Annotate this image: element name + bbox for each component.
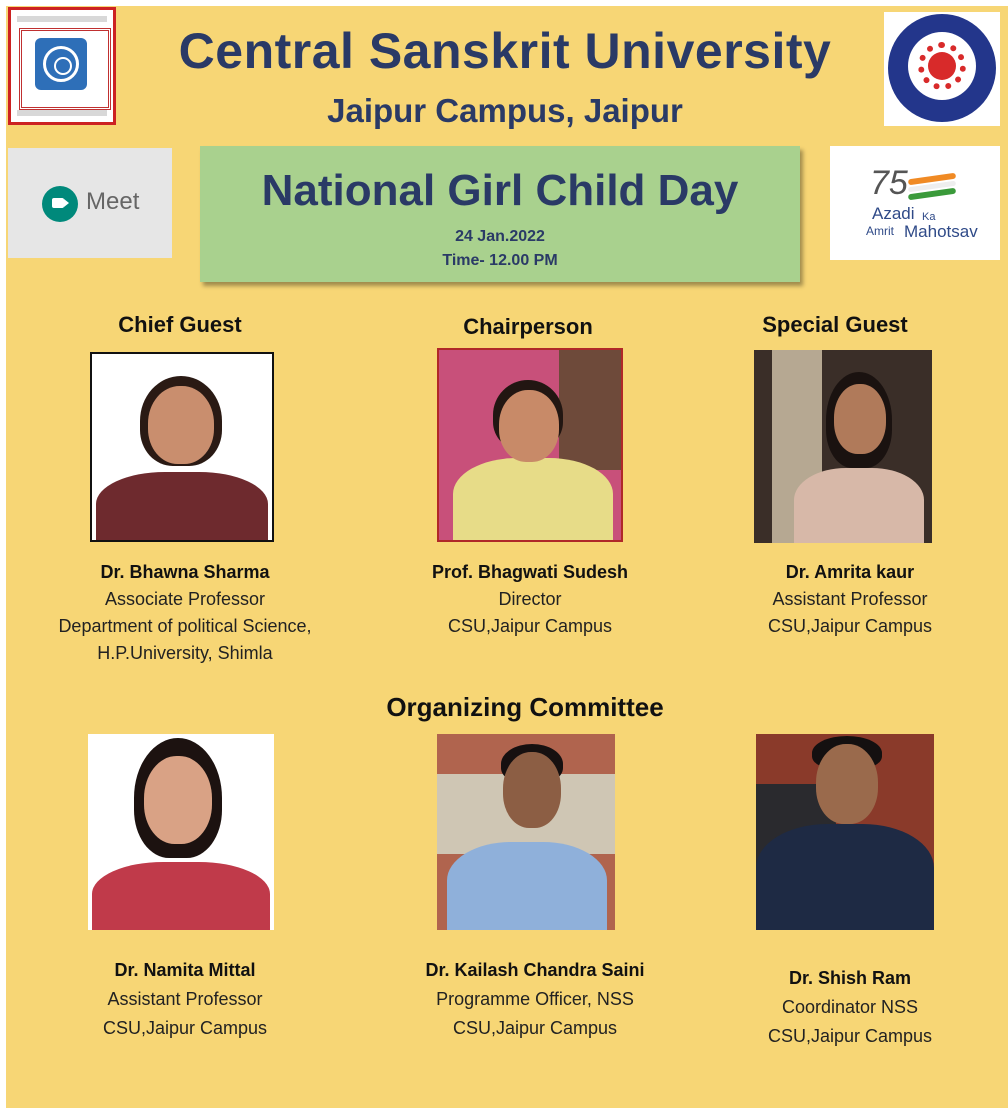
guest-name: Dr. Amrita kaur: [785, 562, 915, 582]
google-meet-logo: [8, 148, 172, 258]
committee-name: Dr. Namita Mittal: [114, 960, 256, 980]
photo-chief-guest: [90, 352, 274, 542]
committee-card-3: Dr. Shish Ram Coordinator NSS CSU,Jaipur Campus: [740, 968, 960, 1047]
left-border: [0, 0, 6, 1108]
role-chairperson: Chairperson: [463, 314, 593, 339]
role-special-guest: Special Guest: [762, 312, 908, 337]
committee-card-1: Dr. Namita Mittal Assistant Professor CSU,Jaipur Campus: [50, 960, 320, 1039]
csu-emblem-logo: [8, 7, 116, 125]
event-time: Time- 12.00 PM: [442, 252, 558, 269]
guest-name: Dr. Bhawna Sharma: [100, 562, 270, 582]
page-title: Central Sanskrit University: [178, 23, 832, 79]
photo-committee-2: [437, 734, 615, 930]
azadi-ka-amrit-mahotsav-logo: 75 Azadi Ka Amrit Mahotsav: [830, 146, 1000, 260]
guest-name: Prof. Bhagwati Sudesh: [431, 562, 629, 582]
photo-committee-3: [756, 734, 934, 930]
guest-card-chief: Dr. Bhawna Sharma Associate Professor Department of political Science, H.P.University, Shimla: [20, 562, 350, 664]
committee-card-2: Dr. Kailash Chandra Saini Programme Officer, NSS CSU,Jaipur Campus: [390, 960, 680, 1039]
role-chief-guest: Chief Guest: [118, 312, 242, 337]
top-border: [0, 0, 1008, 6]
event-title: National Girl Child Day: [261, 166, 739, 215]
committee-name: Dr. Shish Ram: [788, 968, 912, 988]
nss-emblem-logo: [884, 12, 1000, 126]
guest-card-special: Dr. Amrita kaur Assistant Professor CSU,Jaipur Campus: [730, 562, 970, 637]
guest-card-chairperson: Prof. Bhagwati Sudesh Director CSU,Jaipur Campus: [380, 562, 680, 637]
photo-special-guest: [754, 350, 932, 543]
committee-name: Dr. Kailash Chandra Saini: [425, 960, 645, 980]
meet-label: Meet: [86, 188, 140, 215]
photo-committee-1: [88, 734, 274, 930]
event-date: 24 Jan.2022: [455, 228, 545, 245]
page-subtitle: Jaipur Campus, Jaipur: [327, 92, 683, 129]
google-meet-icon: [42, 186, 78, 222]
event-banner: [200, 146, 800, 282]
organizing-committee-title: Organizing Committee: [386, 692, 664, 722]
photo-chairperson: [437, 348, 623, 542]
